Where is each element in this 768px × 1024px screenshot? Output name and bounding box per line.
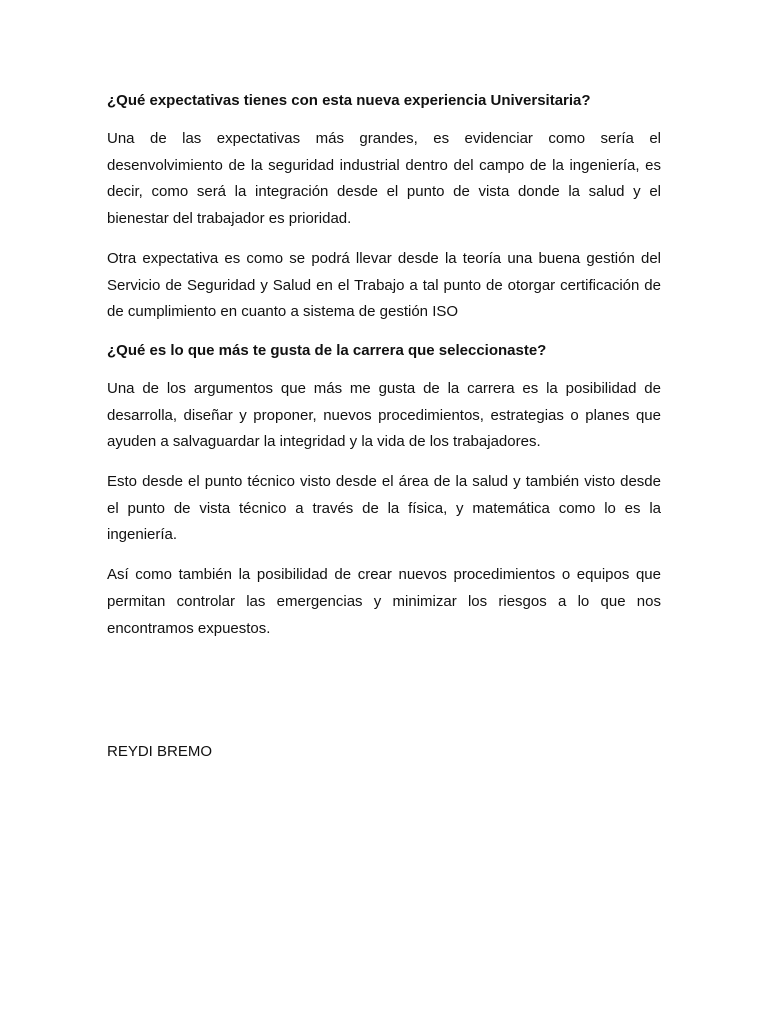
author-signature: REYDI BREMO xyxy=(107,743,213,760)
answer-paragraph-3: Una de los argumentos que más me gusta de la carrera es la posibilidad de desarrolla, diseñar y proponer, nuevos procedimientos, estrategias o planes que ayuden a salvaguardar la integridad y la vida de los trabajadores. xyxy=(107,379,661,451)
question-heading-expectations: ¿Qué expectativas tienes con esta nueva experiencia Universitaria? xyxy=(107,92,591,109)
answer-paragraph-2: Otra expectativa es como se podrá llevar desde la teoría una buena gestión del Servicio de Seguridad y Salud en el Trabajo a tal punto de otorgar certificación de de cumplimiento en cuanto a sistema de gestión ISO xyxy=(107,249,661,321)
answer-paragraph-4: Esto desde el punto técnico visto desde el área de la salud y también visto desde el punto de vista técnico a través de la física, y matemática como lo es la ingeniería. xyxy=(107,473,661,544)
answer-paragraph-1: Una de las expectativas más grandes, es evidenciar como sería el desenvolvimiento de la seguridad industrial dentro del campo de la ingeniería, es decir, como será la integración desde el punto de vista donde la salud y el bienestar del trabajador es prioridad. xyxy=(107,130,661,228)
answer-paragraph-5: Así como también la posibilidad de crear nuevos procedimientos o equipos que permitan controlar las emergencias y minimizar los riesgos a lo que nos encontramos expuestos. xyxy=(107,566,661,637)
question-heading-career: ¿Qué es lo que más te gusta de la carrera que seleccionaste? xyxy=(107,341,547,359)
document-body xyxy=(107,89,661,655)
